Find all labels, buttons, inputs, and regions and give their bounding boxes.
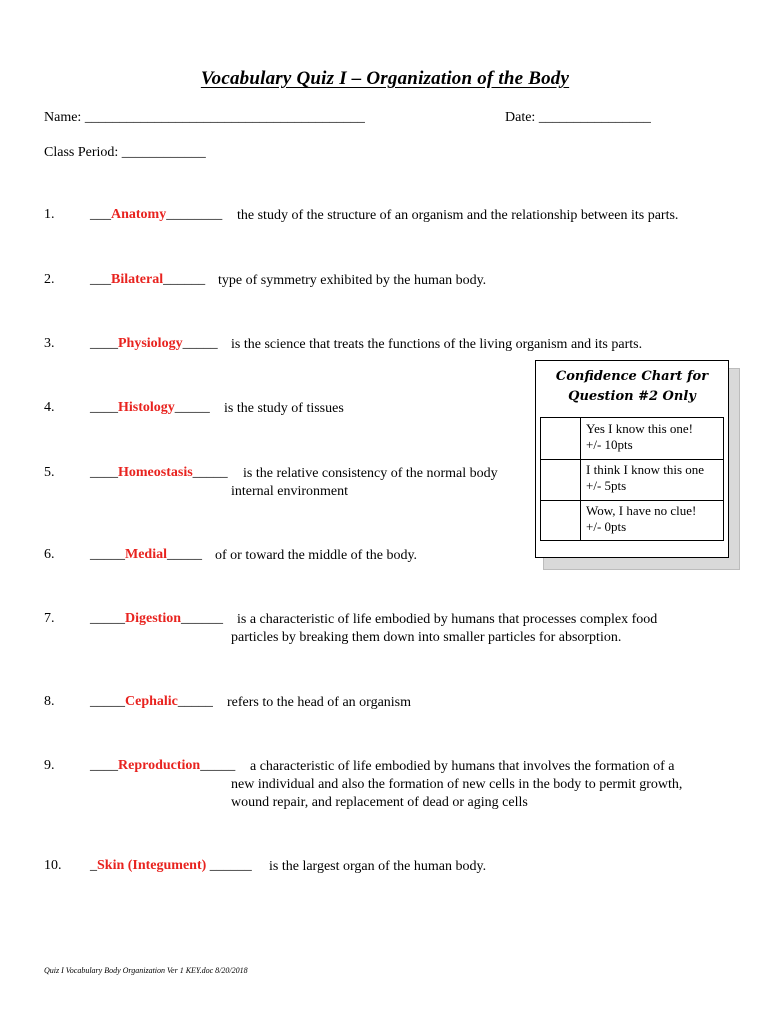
confidence-row-points: +/- 5pts bbox=[586, 478, 627, 493]
definition-text: is the largest organ of the human body. bbox=[269, 859, 487, 874]
answer-blank: _____Cephalic_____ bbox=[90, 694, 213, 709]
answer-text: Anatomy bbox=[111, 207, 167, 222]
answer-text: Bilateral bbox=[111, 272, 164, 287]
question-number: 3. bbox=[44, 336, 55, 351]
date-blank: ________________ bbox=[538, 110, 651, 125]
definition-text: type of symmetry exhibited by the human body. bbox=[218, 273, 487, 288]
question-number: 2. bbox=[44, 272, 55, 287]
answer-blank: ____Histology_____ bbox=[90, 400, 210, 415]
row-divider bbox=[541, 459, 723, 460]
confidence-row-3 bbox=[581, 503, 723, 535]
question-number: 7. bbox=[44, 611, 55, 626]
definition-text-continued: new individual and also the formation of new cells in the body to permit growth, bbox=[231, 777, 683, 792]
answer-text: Histology bbox=[118, 400, 175, 415]
answer-text: Digestion bbox=[125, 611, 181, 626]
answer-blank: ___Bilateral______ bbox=[90, 272, 206, 287]
date-line bbox=[505, 110, 651, 126]
name-blank: ________________________________________ bbox=[84, 110, 365, 125]
question-number: 5. bbox=[44, 465, 55, 480]
definition-text-continued-2: wound repair, and replacement of dead or aging cells bbox=[231, 795, 528, 810]
definition-text-continued: internal environment bbox=[231, 484, 349, 499]
definition-text-continued: particles by breaking them down into smaller particles for absorption. bbox=[231, 630, 622, 645]
definition-text: is the science that treats the functions of the living organism and its parts. bbox=[231, 337, 643, 352]
confidence-row-points: +/- 10pts bbox=[586, 437, 633, 452]
definition-text: the study of the structure of an organism and the relationship between its parts. bbox=[237, 208, 679, 223]
confidence-row-label: Wow, I have no clue! bbox=[586, 503, 697, 518]
class-period-line bbox=[44, 145, 206, 161]
date-label: Date: bbox=[505, 110, 536, 125]
answer-blank: ____Physiology_____ bbox=[90, 336, 218, 351]
answer-text: Cephalic bbox=[125, 694, 178, 709]
definition-text: a characteristic of life embodied by humans that involves the formation of a bbox=[250, 759, 675, 774]
confidence-row-2 bbox=[581, 462, 723, 494]
name-line bbox=[44, 110, 365, 126]
confidence-chart-table bbox=[540, 417, 724, 541]
definition-text: is the relative consistency of the normal body bbox=[243, 466, 498, 481]
question-number: 6. bbox=[44, 547, 55, 562]
name-label: Name: bbox=[44, 110, 82, 125]
class-period-label: Class Period: bbox=[44, 145, 119, 160]
confidence-row-label: I think I know this one bbox=[586, 462, 705, 477]
confidence-chart bbox=[535, 360, 729, 558]
answer-blank: _Skin (Integument) ______ bbox=[90, 858, 252, 873]
page-title: Vocabulary Quiz I – Organization of the Body bbox=[200, 68, 570, 89]
question-number: 4. bbox=[44, 400, 55, 415]
answer-blank: ____Homeostasis_____ bbox=[90, 465, 228, 480]
definition-text: of or toward the middle of the body. bbox=[215, 548, 418, 563]
answer-text: Skin (Integument) bbox=[97, 858, 207, 873]
confidence-chart-title: Confidence Chart for Question #2 Only bbox=[555, 369, 709, 404]
answer-text: Reproduction bbox=[118, 758, 201, 773]
class-period-blank: ____________ bbox=[121, 145, 206, 160]
definition-text: is a characteristic of life embodied by humans that processes complex food bbox=[237, 612, 658, 627]
confidence-row-1 bbox=[581, 421, 723, 453]
answer-blank: ___Anatomy________ bbox=[90, 207, 223, 222]
definition-text: is the study of tissues bbox=[224, 401, 344, 416]
question-number: 9. bbox=[44, 758, 55, 773]
row-divider bbox=[541, 500, 723, 501]
question-number: 1. bbox=[44, 207, 55, 222]
footer-filename: Quiz I Vocabulary Body Organization Ver 1 KEY.doc 8/20/2018 bbox=[44, 966, 248, 975]
confidence-row-label: Yes I know this one! bbox=[586, 421, 694, 436]
definition-text: refers to the head of an organism bbox=[227, 695, 412, 710]
answer-text: Medial bbox=[125, 547, 167, 562]
answer-blank: ____Reproduction_____ bbox=[90, 758, 236, 773]
question-number: 10. bbox=[44, 858, 62, 873]
question-number: 8. bbox=[44, 694, 55, 709]
answer-text: Physiology bbox=[118, 336, 183, 351]
answer-blank: _____Digestion______ bbox=[90, 611, 223, 626]
answer-blank: _____Medial_____ bbox=[90, 547, 202, 562]
answer-text: Homeostasis bbox=[118, 465, 193, 480]
confidence-row-points: +/- 0pts bbox=[586, 519, 627, 534]
